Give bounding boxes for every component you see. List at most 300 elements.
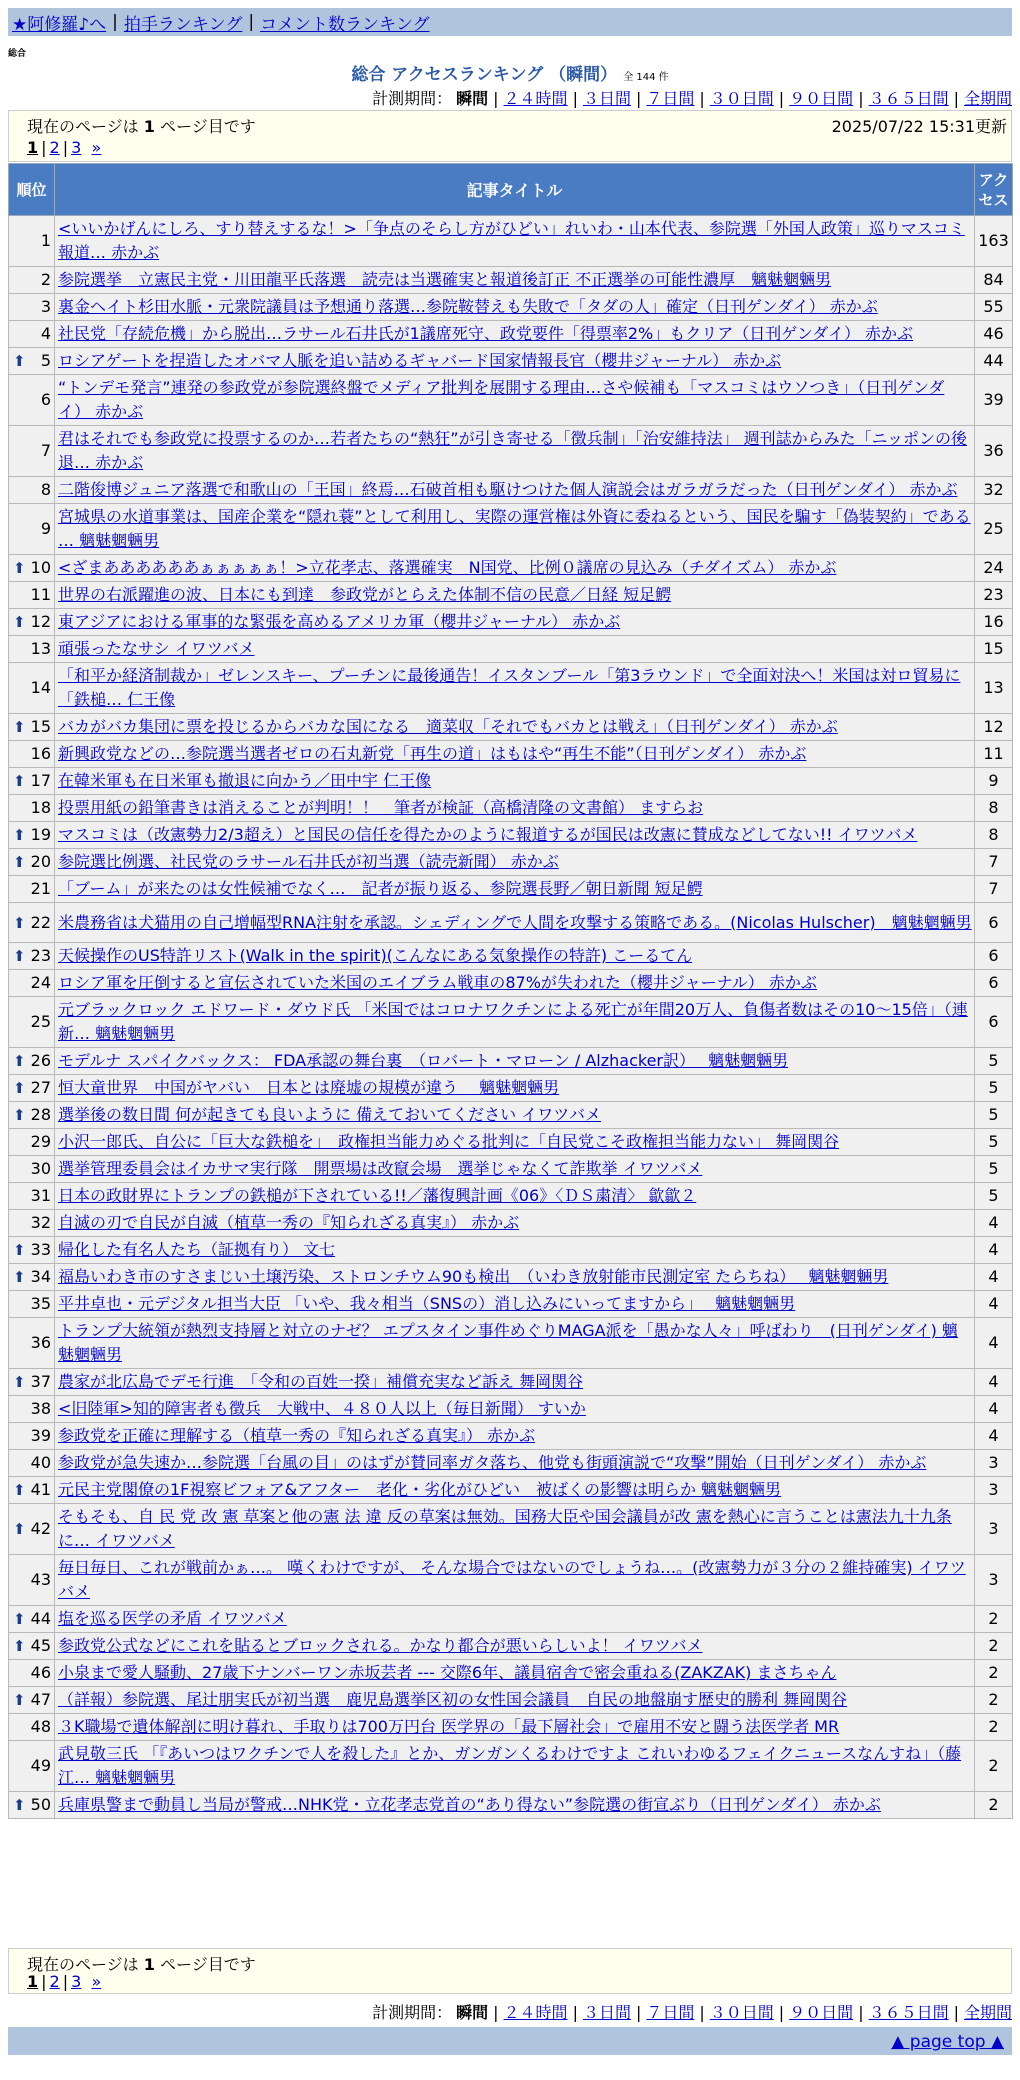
rank-cell [9,1129,55,1156]
title-cell [55,795,975,822]
article-link[interactable]: 元民主党閣僚の1F視察ビフォア&アフター 老化・劣化がひどい 被ばくの影響は明らか 魑魅魍魎男 [58,1480,782,1499]
table-row [9,1264,1013,1291]
access-count: 9 [975,768,1013,795]
table-row [9,1237,1013,1264]
table-header-row [9,164,1013,216]
period-link[interactable]: 全期間 [963,2003,1012,2022]
title-cell [55,997,975,1048]
access-count: 32 [975,477,1013,504]
rank-cell [9,1450,55,1477]
rank-number: 39 [30,1426,51,1445]
rank-cell [9,1741,55,1792]
access-count: 7 [975,849,1013,876]
nav-link-home[interactable]: ★阿修羅♪へ [12,14,107,35]
rank-number: 17 [30,771,51,790]
table-row [9,822,1013,849]
page-top-link[interactable]: ▲ page top ▲ [891,2032,1004,2052]
access-count: 4 [975,1318,1013,1369]
article-link[interactable]: 参政党を正確に理解する（植草一秀の『知られざる真実』） 赤かぶ [58,1426,536,1445]
rank-cell [9,1048,55,1075]
period-link[interactable]: ３６５日間 [868,2003,949,2022]
rank-cell [9,267,55,294]
pagination-bottom [27,1972,101,1991]
access-count: 11 [975,741,1013,768]
title-cell [55,477,975,504]
access-count: 16 [975,609,1013,636]
access-count: 13 [975,663,1013,714]
rank-cell [9,636,55,663]
table-row [9,636,1013,663]
rank-cell [9,663,55,714]
rank-cell [9,1291,55,1318]
article-link[interactable]: 元ブラックロック エドワード・ダウド氏 「米国ではコロナワクチンによる死亡が年間20万人、負傷者数はその10〜15倍」（連新… 魑魅魍魎男 [58,1000,968,1043]
rank-cell [9,1606,55,1633]
header-access: アクセス [975,164,1013,216]
title-cell [55,1714,975,1741]
title-cell [55,1210,975,1237]
table-row [9,555,1013,582]
rank-number: 22 [30,912,51,932]
rank-number: 9 [40,519,51,538]
table-row [9,1504,1013,1555]
period-link[interactable]: ３日間 [582,2003,631,2022]
table-row [9,1555,1013,1606]
category-label: 総合 [8,49,27,59]
article-link[interactable]: 在韓米軍も在日米軍も撤退に向かう／田中宇 仁王像 [58,771,432,790]
period-link[interactable]: ２４時間 [503,2003,568,2022]
table-row [9,1450,1013,1477]
rank-number: 6 [40,390,51,409]
article-link[interactable]: ３K職場で遺体解剖に明け暮れ、手取りは700万円台 医学界の「最下層社会」で雇用不安と闘う法医学者 MR [58,1717,840,1736]
title-cell [55,822,975,849]
rank-cell [9,943,55,970]
article-link[interactable]: 参院選比例選、社民党のラサール石井氏が初当選（読売新聞） 赤かぶ [58,852,559,871]
rank-cell [9,1633,55,1660]
rank-number: 34 [30,1267,51,1286]
access-count: 15 [975,636,1013,663]
nav-separator: | [112,12,118,32]
access-count: 6 [975,943,1013,970]
article-link[interactable]: 選挙管理委員会はイカサマ実行隊 開票場は改竄会場 選挙じゃなくて詐欺挙 イワツバメ [58,1159,703,1178]
article-link[interactable]: 選挙後の数日間 何が起きても良いように 備えておいてください イワツバメ [58,1105,601,1124]
article-link[interactable]: （詳報）参院選、尾辻朋実氏が初当選 鹿児島選挙区初の女性国会議員 自民の地盤崩す歴史的勝利 舞岡関谷 [58,1690,848,1709]
rank-number: 29 [30,1132,51,1151]
title-cell [55,609,975,636]
pager-separator: | [62,1972,69,1991]
rank-cell [9,795,55,822]
period-separator: | [635,89,642,108]
rank-number: 20 [30,852,51,871]
article-link[interactable]: 裏金ヘイト杉田水脈・元衆院議員は予想通り落選…参院鞍替えも失敗で「タダの人」確定（日刊ゲンダイ） 赤かぶ [58,297,878,316]
top-nav-bar [8,8,1012,36]
article-link[interactable]: モデルナ スパイクバックス： FDA承認の舞台裏 （ロバート・マローン / Alzhacker訳） 魑魅魍魎男 [58,1051,789,1070]
bottom-bar [8,2027,1012,2055]
article-link[interactable]: ロシア軍を圧倒すると宣伝されていた米国のエイブラム戦車の87%が失われた（櫻井ジャーナル） 赤かぶ [58,973,817,992]
title-cell [55,1477,975,1504]
rank-number: 31 [30,1186,51,1205]
period-separator: | [699,89,705,108]
access-count: 4 [975,1210,1013,1237]
title-cell [55,375,975,426]
pager-separator: | [41,1972,47,1991]
table-row [9,504,1013,555]
period-link[interactable]: ３０日間 [709,2003,774,2022]
article-link[interactable]: <旧陸軍>知的障害者も徴兵 大戦中、４８０人以上（毎日新聞） すいか [58,1399,586,1418]
table-row [9,1075,1013,1102]
table-row [9,609,1013,636]
title-cell [55,582,975,609]
rank-cell [9,970,55,997]
rank-cell [9,1210,55,1237]
period-separator: | [572,89,578,108]
article-link[interactable]: 帰化した有名人たち（証拠有り） 文七 [58,1240,336,1259]
access-count: 5 [975,1102,1013,1129]
access-count: 4 [975,1237,1013,1264]
rank-cell [9,477,55,504]
rank-number: 33 [30,1240,51,1259]
article-link[interactable]: 社民党「存続危機」から脱出…ラサール石井氏が1議席死守、政党要件「得票率2%」もクリア（日刊ゲンダイ） 赤かぶ [58,324,914,343]
article-link[interactable]: 君はそれでも参政党に投票するのか…若者たちの“熱狂”が引き寄せる「徴兵制」「治安維持法」 週刊誌からみた「ニッポンの後退… 赤かぶ [58,429,968,472]
table-row [9,1369,1013,1396]
article-link[interactable]: <いいかげんにしろ、すり替えするな！>「争点のそらし方がひどい」れいわ・山本代表、参院選「外国人政策」巡りマスコミ報道… 赤かぶ [58,219,965,262]
article-link[interactable]: 頑張ったなサシ イワツバメ [58,639,255,658]
title-cell [55,1369,975,1396]
access-count: 4 [975,1396,1013,1423]
access-count: 46 [975,321,1013,348]
rank-cell [9,1369,55,1396]
period-link[interactable]: ７日間 [646,2003,695,2022]
period-separator: | [778,89,785,108]
article-link[interactable]: 参政党公式などにこれを貼るとブロックされる。かなり都合が悪いらしいよ！ イワツバメ [58,1636,703,1655]
period-separator: | [572,2003,578,2022]
title-cell [55,426,975,477]
period-link[interactable]: ９０日間 [789,2003,854,2022]
article-link[interactable]: 参政党が急失速か…参院選「台風の目」のはずが賛同率ガタ落ち、他党も街頭演説で“攻撃”開始（日刊ゲンダイ） 赤かぶ [58,1453,927,1472]
article-link[interactable]: 福島いわき市のすさまじい土壌汚染、ストロンチウム90も検出 （いわき放射能市民測定室 たらちね） 魑魅魍魎男 [58,1267,889,1286]
table-row [9,1396,1013,1423]
rank-cell [9,997,55,1048]
rank-number: 32 [30,1213,51,1232]
rank-cell [9,876,55,903]
table-row [9,1606,1013,1633]
page-title-text: 総合 アクセスランキング （瞬間） [351,65,618,85]
article-link[interactable]: 毎日毎日、これが戦前かぁ…。 嘆くわけですが、 そんな場合ではないのでしょうね…。(改憲勢力が３分の２維持確実) イワツバメ [58,1558,966,1601]
period-current: 瞬間 [456,2003,489,2022]
access-count: 2 [975,1687,1013,1714]
article-link[interactable]: 平井卓也・元デジタル担当大臣 「いや、我々相当（SNSの）消し込みにいってますから」 魑魅魍魎男 [58,1294,796,1313]
access-count: 7 [975,876,1013,903]
article-link[interactable]: 小泉まで愛人騒動、27歳下ナンバーワン赤坂芸者 --- 交際6年、議員宿舎で密会重ねる(ZAKZAK) まさちゃん [58,1663,837,1682]
rank-number: 27 [30,1078,51,1097]
period-link[interactable]: ３６５日間 [868,89,949,108]
up-arrow-icon: ⬆ [13,352,26,370]
page-info-bottom [8,1948,1012,1994]
table-row [9,997,1013,1048]
title-cell [55,555,975,582]
ranking-table [8,163,1013,1819]
up-arrow-icon: ⬆ [13,559,26,577]
period-link[interactable]: ９０日間 [789,89,854,108]
rank-cell [9,321,55,348]
pager-link[interactable]: » [91,1972,102,1991]
rank-number: 42 [30,1519,51,1538]
title-cell [55,267,975,294]
rank-cell [9,609,55,636]
up-arrow-icon: ⬆ [13,1241,26,1259]
title-cell [55,1183,975,1210]
rank-number: 44 [30,1609,51,1628]
period-link[interactable]: ３日間 [582,89,631,108]
rank-number: 4 [40,324,51,343]
access-count: 3 [975,1504,1013,1555]
table-row [9,943,1013,970]
access-count: 6 [975,970,1013,997]
period-separator: | [699,2003,705,2022]
table-row [9,1792,1013,1819]
up-arrow-icon: ⬆ [13,1691,26,1709]
rank-number: 15 [30,717,51,736]
rank-cell [9,426,55,477]
access-count: 3 [975,1555,1013,1606]
rank-cell [9,294,55,321]
title-cell [55,1129,975,1156]
up-arrow-icon: ⬆ [13,1268,26,1286]
period-label: 計測期間： [372,89,453,108]
rank-cell [9,216,55,267]
title-cell [55,970,975,997]
pager-link[interactable]: 3 [71,138,82,157]
rank-cell [9,1660,55,1687]
access-count: 5 [975,1048,1013,1075]
rank-cell [9,741,55,768]
table-row [9,876,1013,903]
article-link[interactable]: バカがバカ集団に票を投じるからバカな国になる 適菜収「それでもバカとは戦え」（日刊ゲンダイ） 赤かぶ [58,717,838,736]
table-row [9,1210,1013,1237]
access-count: 4 [975,1423,1013,1450]
article-link[interactable]: 米農務省は犬猫用の自己增幅型RNA注射を承認。シェディングで人間を攻撃する策略である。(Nicolas Hulscher) 魑魅魍魎男 [58,912,972,932]
access-count: 2 [975,1606,1013,1633]
article-link[interactable]: 日本の政財界にトランプの鉄槌が下されている!!／藩復興計画《06》〈ＤＳ粛清〉 歙歙２ [58,1186,697,1205]
access-count: 44 [975,348,1013,375]
period-separator: | [858,89,864,108]
up-arrow-icon: ⬆ [13,1520,26,1538]
pager-current: 1 [27,1972,39,1991]
rank-cell [9,1714,55,1741]
access-count: 5 [975,1183,1013,1210]
access-count: 84 [975,267,1013,294]
rank-cell [9,768,55,795]
rank-number: 21 [30,879,51,898]
title-cell [55,663,975,714]
pager-separator: | [62,138,69,157]
table-row [9,348,1013,375]
article-link[interactable]: 塩を巡る医学の矛盾 イワツバメ [58,1609,287,1628]
access-count: 5 [975,1075,1013,1102]
title-cell [55,1450,975,1477]
rank-number: 7 [40,441,51,460]
rank-cell [9,1477,55,1504]
access-count: 23 [975,582,1013,609]
title-cell [55,849,975,876]
period-separator: | [635,2003,642,2022]
access-count: 3 [975,1450,1013,1477]
table-row [9,903,1013,943]
up-arrow-icon: ⬆ [13,1106,26,1124]
up-arrow-icon: ⬆ [13,853,26,871]
article-link[interactable]: 兵庫県警まで動員し当局が警戒…NHK党・立花孝志党首の“あり得ない”参院選の街宣ぶり（日刊ゲンダイ） 赤かぶ [58,1795,881,1814]
access-count: 36 [975,426,1013,477]
period-link[interactable]: 全期間 [963,89,1012,108]
rank-cell [9,1075,55,1102]
article-link[interactable]: 宮城県の水道事業は、国産企業を“隠れ蓑”として利用し、実際の運営権は外資に委ねるという、国民を騙す「偽装契約」である … 魑魅魍魎男 [58,507,971,550]
rank-cell [9,1237,55,1264]
title-cell [55,1075,975,1102]
title-cell [55,1792,975,1819]
rank-number: 1 [40,231,51,250]
article-link[interactable]: 二階俊博ジュニア落選で和歌山の「王国」終焉…石破首相も駆けつけた個人演説会はガラガラだった（日刊ゲンダイ） 赤かぶ [58,480,958,499]
table-row [9,375,1013,426]
title-cell [55,216,975,267]
table-row [9,1048,1013,1075]
title-cell [55,943,975,970]
article-link[interactable]: 小沢一郎氏、自公に「巨大な鉄槌を」 政権担当能力めぐる批判に「自民党こそ政権担当能力ない」 舞岡関谷 [58,1132,840,1151]
rank-cell [9,1423,55,1450]
article-link[interactable]: 自滅の刃で自民が自滅（植草一秀の『知られざる真実』） 赤かぶ [58,1213,520,1232]
rank-number: 38 [30,1399,51,1418]
title-cell [55,1741,975,1792]
up-arrow-icon: ⬆ [13,1637,26,1655]
rank-cell [9,375,55,426]
title-cell [55,1504,975,1555]
article-link[interactable]: 新興政党などの…参院選当選者ゼロの石丸新党「再生の道」はもはや“再生不能”（日刊ゲンダイ） 赤かぶ [58,744,807,763]
title-cell [55,636,975,663]
article-link[interactable]: 投票用紙の鉛筆書きは消えることが判明！！ 筆者が検証（高橋清隆の文書館） ますらお [58,798,704,817]
table-row [9,1687,1013,1714]
rank-number: 30 [30,1159,51,1178]
title-cell [55,768,975,795]
rank-number: 36 [30,1333,51,1352]
pager-link[interactable]: 2 [49,1972,60,1991]
article-link[interactable]: 武見敬三氏 「『あいつはワクチンで人を殺した』とか、ガンガンくるわけですよ これいわゆるフェイクニュースなんすね」（藤江… 魑魅魍魎男 [58,1744,962,1787]
access-count: 24 [975,555,1013,582]
access-count: 163 [975,216,1013,267]
period-separator: | [778,2003,785,2022]
title-cell [55,1102,975,1129]
article-link[interactable]: 世界の右派躍進の波、日本にも到達 参政党がとらえた体制不信の民意／日経 短足鰐 [58,585,672,604]
rank-number: 23 [30,946,51,965]
title-cell [55,1423,975,1450]
table-row [9,663,1013,714]
rank-cell [9,1264,55,1291]
pager-link[interactable]: 2 [49,138,60,157]
page-info-top [8,110,1012,162]
article-link[interactable]: 「ブーム」が来たのは女性候補でなく… 記者が振り返る、参院選長野／朝日新聞 短足鰐 [58,879,703,898]
current-page-text: 現在のページは 1 ページ目です [27,1955,256,1974]
up-arrow-icon: ⬆ [13,1373,26,1391]
rank-number: 24 [30,973,51,992]
up-arrow-icon: ⬆ [13,826,26,844]
title-cell [55,1555,975,1606]
title-cell [55,321,975,348]
title-cell [55,876,975,903]
nav-link-comment-ranking[interactable]: コメント数ランキング [260,14,430,35]
article-link[interactable]: 参院選挙 立憲民主党・川田龍平氏落選 読売は当選確実と報道後訂正 不正選挙の可能性濃厚 魑魅魍魎男 [58,270,832,289]
access-count: 2 [975,1792,1013,1819]
rank-cell [9,714,55,741]
rank-cell [9,1183,55,1210]
table-row [9,267,1013,294]
up-arrow-icon: ⬆ [13,1079,26,1097]
rank-cell [9,1792,55,1819]
rank-number: 48 [30,1717,51,1736]
rank-cell [9,1555,55,1606]
table-row [9,970,1013,997]
article-link[interactable]: “トンデモ発言”連発の参政党が参院選終盤でメディア批判を展開する理由…さや候補も「マスコミはウソつき」（日刊ゲンダイ） 赤かぶ [58,378,945,421]
title-cell [55,903,975,943]
article-link[interactable]: トランプ大統領が熱烈支持層と対立のナゼ？ エプスタイン事件めぐりMAGA派を「愚かな人々」呼ばわり (日刊ゲンダイ) 魑魅魍魎男 [58,1321,958,1364]
access-count: 5 [975,1156,1013,1183]
period-link[interactable]: ７日間 [646,89,695,108]
up-arrow-icon: ⬆ [13,947,26,965]
article-link[interactable]: 農家が北広島でデモ行進 「令和の百姓一揆」補償充実など訴え 舞岡関谷 [58,1372,584,1391]
article-link[interactable]: 東アジアにおける軍事的な緊張を高めるアメリカ軍（櫻井ジャーナル） 赤かぶ [58,612,621,631]
period-label: 計測期間： [372,2003,453,2022]
table-row [9,294,1013,321]
access-count: 4 [975,1264,1013,1291]
table-row [9,1423,1013,1450]
article-link[interactable]: そもそも、自 民 党 改 憲 草案と他の憲 法 違 反の草案は無効。国務大臣や国会議員が改 憲を熱心に言うことは憲法九十九条に… イワツバメ [58,1507,952,1550]
total-count: 全 144 件 [623,72,669,83]
article-link[interactable]: ロシアゲートを捏造したオバマ人脈を追い詰めるギャバード国家情報長官（櫻井ジャーナル） 赤かぶ [58,351,782,370]
access-count: 6 [975,997,1013,1048]
period-link[interactable]: ２４時間 [503,89,568,108]
table-row [9,1156,1013,1183]
table-row [9,714,1013,741]
article-link[interactable]: 「和平か経済制裁か」ゼレンスキー、プーチンに最後通告！イスタンブール「第3ラウンド」で全面対決へ！米国は対ロ貿易に「鉄槌… 仁王像 [58,666,961,709]
article-link[interactable]: 恒大童世界 中国がヤバい 日本とは廃墟の規模が違う 魑魅魍魎男 [58,1078,560,1097]
access-count: 12 [975,714,1013,741]
access-count: 3 [975,1477,1013,1504]
period-link[interactable]: ３０日間 [709,89,774,108]
title-cell [55,1264,975,1291]
rank-number: 13 [30,639,51,658]
table-row [9,1129,1013,1156]
article-link[interactable]: 天候操作のUS特許リスト(Walk in the spirit)(こんなにある気象操作の特許) こーるてん [58,946,693,965]
article-link[interactable]: マスコミは（改憲勢力2/3超え）と国民の信任を得たかのように報道するが国民は改憲に賛成などしてない!! イワツバメ [58,825,918,844]
title-cell [55,1660,975,1687]
table-row [9,1102,1013,1129]
period-separator: | [493,89,499,108]
period-separator: | [858,2003,864,2022]
title-cell [55,714,975,741]
rank-number: 47 [30,1690,51,1709]
period-current: 瞬間 [456,89,489,108]
pager-link[interactable]: » [91,138,102,157]
article-link[interactable]: <ざまああああああぁぁぁぁぁ！>立花孝志、落選確実 N国党、比例０議席の見込み（チダイズム） 赤かぶ [58,558,837,577]
rank-cell [9,822,55,849]
pager-link[interactable]: 3 [71,1972,82,1991]
rank-number: 12 [30,612,51,631]
up-arrow-icon: ⬆ [13,1481,26,1499]
table-row [9,1291,1013,1318]
updated-timestamp: 2025/07/22 15:31更新 [831,117,1007,136]
nav-link-applause-ranking[interactable]: 拍手ランキング [123,14,243,35]
rank-number: 19 [30,825,51,844]
rank-cell [9,1504,55,1555]
rank-cell [9,582,55,609]
access-count: 4 [975,1291,1013,1318]
up-arrow-icon: ⬆ [13,1796,26,1814]
